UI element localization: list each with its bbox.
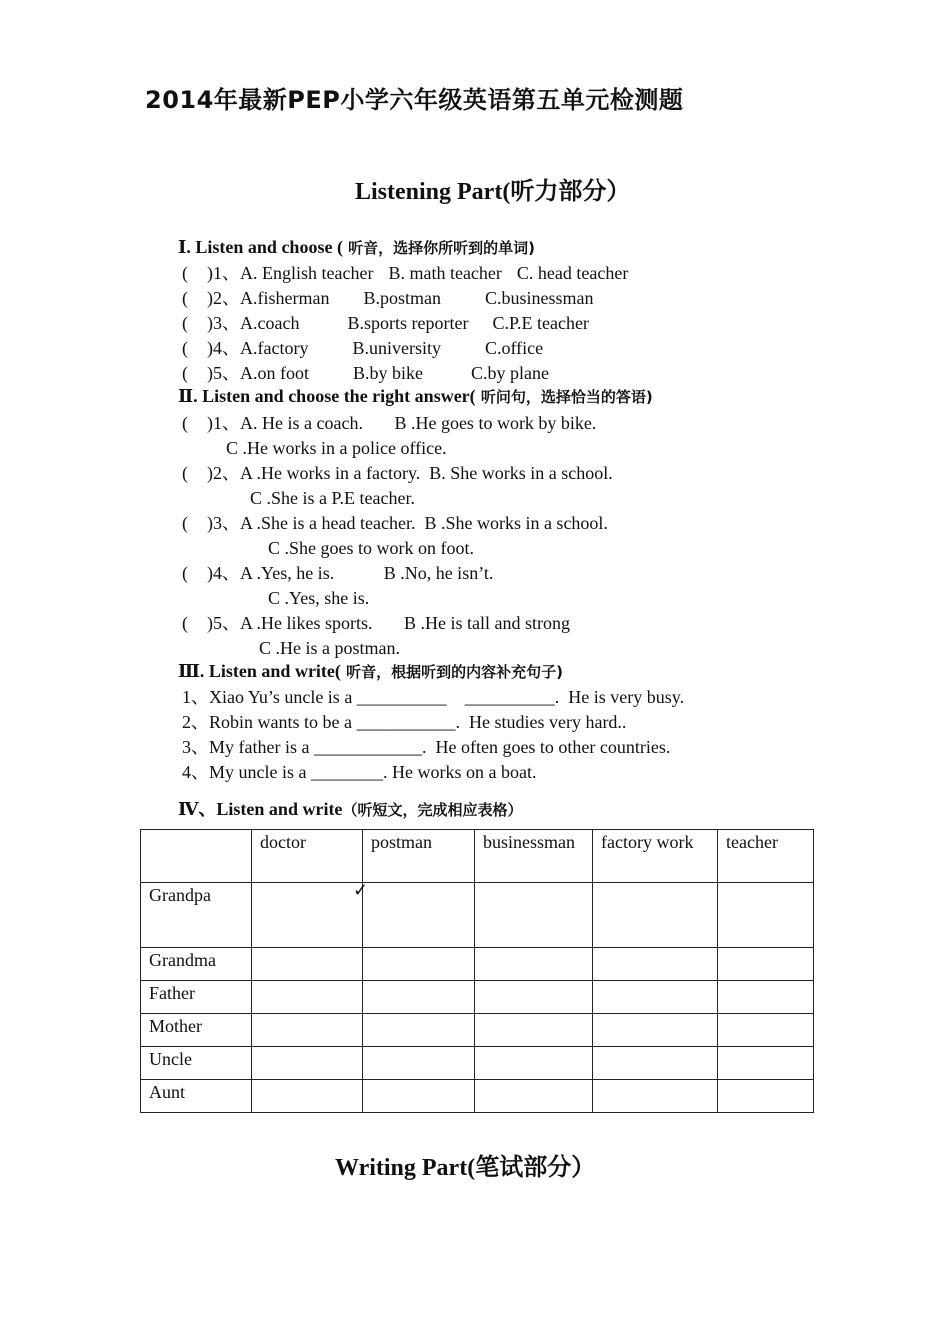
answer-cell[interactable]	[363, 883, 475, 948]
answer-cell[interactable]	[363, 981, 475, 1014]
s2-item-5-c: C .He is a postman.	[259, 638, 400, 658]
s2-item-5	[182, 611, 570, 636]
table-row	[141, 1047, 814, 1080]
row-label-uncle: Uncle	[141, 1047, 252, 1080]
answer-cell[interactable]	[475, 883, 593, 948]
option-a: A.on foot	[240, 363, 309, 383]
item-number: )4、	[207, 338, 240, 358]
table-row	[141, 981, 814, 1014]
listening-part-title: Listening Part(听力部分）	[355, 179, 631, 205]
answer-cell[interactable]	[363, 948, 475, 981]
answer-cell[interactable]	[593, 948, 718, 981]
answer-cell[interactable]	[475, 1080, 593, 1113]
answer-cell[interactable]	[718, 883, 814, 948]
answer-cell[interactable]	[718, 1047, 814, 1080]
options-ab: A .Yes, he is. B .No, he isn’t.	[240, 563, 494, 583]
option-a: A.fisherman	[240, 288, 330, 308]
option-b: B.postman	[363, 288, 441, 308]
document-title: 2014年最新PEP小学六年级英语第五单元检测题	[145, 86, 684, 114]
option-b: B.by bike	[353, 363, 423, 383]
col-header-factory-work: factory work	[593, 830, 718, 883]
row-label-mother: Mother	[141, 1014, 252, 1047]
option-c: C.office	[484, 338, 544, 358]
item-number: )1、	[207, 263, 240, 283]
col-header-teacher: teacher	[718, 830, 814, 883]
answer-cell[interactable]	[593, 1047, 718, 1080]
answer-paren: (	[182, 463, 188, 483]
answer-paren: (	[182, 363, 188, 383]
s3-item-2: 2、Robin wants to be a ___________. He studies very hard..	[182, 712, 627, 732]
section-1-heading	[178, 237, 535, 258]
s2-item-3-c: C .She goes to work on foot.	[268, 538, 474, 558]
option-c: C. head teacher	[516, 263, 629, 283]
answer-cell[interactable]	[593, 883, 718, 948]
s2-item-4	[182, 561, 493, 586]
col-header-postman: postman	[363, 830, 475, 883]
section-4-heading-en: Ⅳ、Listen and write	[178, 799, 343, 819]
table-header-row	[141, 830, 814, 883]
section-2-heading-en: Ⅱ. Listen and choose the right answer(	[178, 386, 476, 406]
s2-item-1-c: C .He works in a police office.	[226, 438, 447, 458]
answer-paren: (	[182, 313, 188, 333]
options-ab: A .He likes sports. B .He is tall and strong	[240, 613, 570, 633]
answer-paren: (	[182, 513, 188, 533]
answer-paren: (	[182, 288, 188, 308]
option-a: A.factory	[240, 338, 309, 358]
table-row	[141, 1014, 814, 1047]
table-row	[141, 1080, 814, 1113]
answer-cell[interactable]	[252, 1014, 363, 1047]
item-number: )2、	[207, 288, 240, 308]
writing-part-title: Writing Part(笔试部分）	[335, 1155, 596, 1181]
answer-cell[interactable]	[475, 948, 593, 981]
row-label-aunt: Aunt	[141, 1080, 252, 1113]
s1-item-4	[182, 336, 543, 361]
table-row	[141, 883, 814, 948]
option-a: A.coach	[240, 313, 300, 333]
answer-cell[interactable]	[718, 1014, 814, 1047]
answer-cell[interactable]	[718, 948, 814, 981]
family-job-table	[140, 829, 814, 1113]
s1-item-1	[182, 261, 628, 286]
options-ab: A .He works in a factory. B. She works in a school.	[240, 463, 613, 483]
answer-cell[interactable]	[475, 1047, 593, 1080]
option-c: C.businessman	[485, 288, 594, 308]
s2-item-3	[182, 511, 608, 536]
section-1-heading-zh: 听音，选择你所听到的单词)	[342, 239, 536, 257]
section-3-heading	[178, 661, 563, 682]
s1-item-5	[182, 361, 549, 386]
s3-item-1: 1、Xiao Yu’s uncle is a __________ __________. He is very busy.	[182, 687, 685, 707]
answer-cell[interactable]	[363, 1080, 475, 1113]
table-row	[141, 948, 814, 981]
answer-cell[interactable]	[252, 1080, 363, 1113]
answer-paren: (	[182, 613, 188, 633]
row-label-father: Father	[141, 981, 252, 1014]
row-label-grandma: Grandma	[141, 948, 252, 981]
answer-paren: (	[182, 413, 188, 433]
options-ab: A .She is a head teacher. B .She works in a school.	[240, 513, 608, 533]
section-2-heading-zh: 听问句，选择恰当的答语)	[475, 388, 653, 406]
item-number: )5、	[207, 613, 240, 633]
answer-cell[interactable]	[252, 1047, 363, 1080]
section-1-heading-en: Ⅰ. Listen and choose (	[178, 237, 343, 257]
options-ab: A. He is a coach. B .He goes to work by bike.	[240, 413, 597, 433]
answer-cell[interactable]	[718, 981, 814, 1014]
col-header-doctor: doctor	[252, 830, 363, 883]
option-a: A. English teacher	[240, 263, 374, 283]
answer-paren: (	[182, 338, 188, 358]
item-number: )4、	[207, 563, 240, 583]
option-c: C.by plane	[471, 363, 549, 383]
option-c: C.P.E teacher	[492, 313, 589, 333]
answer-cell[interactable]	[718, 1080, 814, 1113]
item-number: )5、	[207, 363, 240, 383]
col-header-businessman: businessman	[475, 830, 593, 883]
item-number: )3、	[207, 313, 240, 333]
row-label-grandpa: Grandpa	[141, 883, 252, 948]
s3-item-4: 4、My uncle is a ________. He works on a boat.	[182, 762, 537, 782]
answer-cell[interactable]	[363, 1047, 475, 1080]
answer-paren: (	[182, 563, 188, 583]
section-2-heading	[178, 386, 653, 407]
s2-item-2	[182, 461, 613, 486]
s1-item-3	[182, 311, 589, 336]
section-3-heading-zh: 听音，根据听到的内容补充句子)	[340, 663, 564, 681]
answer-cell[interactable]	[475, 1014, 593, 1047]
s2-item-2-c: C .She is a P.E teacher.	[250, 488, 415, 508]
option-b: B.university	[352, 338, 441, 358]
answer-cell[interactable]	[593, 1014, 718, 1047]
answer-cell[interactable]	[252, 948, 363, 981]
answer-cell[interactable]	[252, 981, 363, 1014]
s2-item-1	[182, 411, 596, 436]
answer-cell[interactable]	[363, 1014, 475, 1047]
s3-item-3: 3、My father is a ____________. He often goes to other countries.	[182, 737, 671, 757]
section-3-heading-en: Ⅲ. Listen and write(	[178, 661, 341, 681]
item-number: )2、	[207, 463, 240, 483]
table-corner-cell	[141, 830, 252, 883]
s2-item-4-c: C .Yes, she is.	[268, 588, 370, 608]
option-b: B.sports reporter	[347, 313, 469, 333]
item-number: )3、	[207, 513, 240, 533]
answer-paren: (	[182, 263, 188, 283]
s1-item-2	[182, 286, 594, 311]
answer-cell[interactable]	[252, 883, 363, 948]
section-4-heading-zh: （听短文，完成相应表格）	[342, 801, 523, 819]
answer-cell[interactable]	[593, 981, 718, 1014]
answer-cell[interactable]	[593, 1080, 718, 1113]
check-mark-icon: ✓	[353, 880, 369, 901]
option-b: B. math teacher	[388, 263, 502, 283]
answer-cell[interactable]	[475, 981, 593, 1014]
section-4-heading	[178, 795, 522, 821]
item-number: )1、	[207, 413, 240, 433]
